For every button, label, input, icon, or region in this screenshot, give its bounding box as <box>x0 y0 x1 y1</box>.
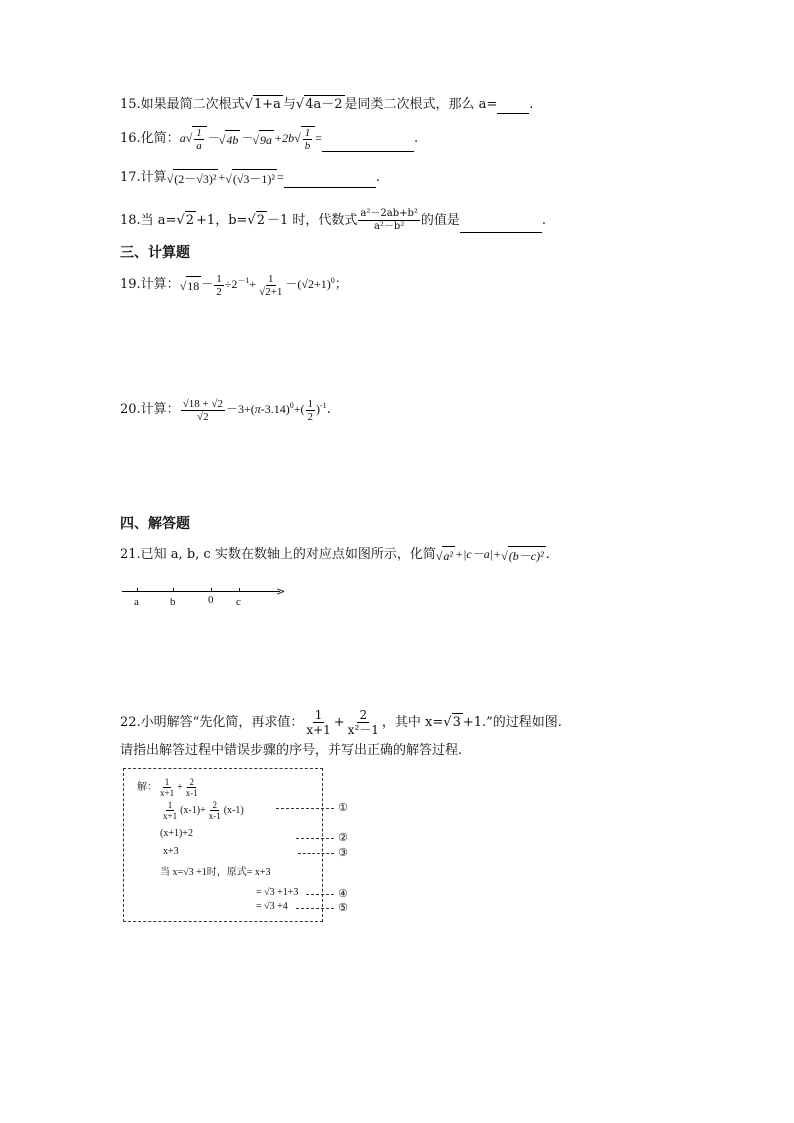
q18-fraction <box>358 208 420 233</box>
q19-expression: √18 － $\frac{1}{2}$ $\div 2^{-1}+$ $\frac{1}{√2+1}$ $-(√2+1)^0$ <box>179 272 335 298</box>
q16-end: . <box>413 130 419 146</box>
tick-c <box>239 588 240 592</box>
q21-prefix: 21.已知 a, b, c 实数在数轴上的对应点如图所示，化简 <box>120 547 436 562</box>
q20-expression: $\frac{√18 + √2}{√2}$ $-3+(\pi-3.14)^0+$( $\frac{1}{2}$ )$^{-1}$ <box>182 397 327 423</box>
q22-sqrt3: √3 <box>443 715 461 730</box>
tick-b <box>173 588 174 592</box>
question-22-line-2: 请指出解答过程中错误步骤的序号，并写出正确的解答过程. <box>120 743 463 758</box>
q15-radical-2: √4a－2 <box>295 97 343 112</box>
number-line-arrow: > <box>276 585 286 598</box>
q22-xvalue: +1.”的过程如图. <box>462 715 562 730</box>
solution-step-4: 当 x=√3 +1时，原式= x+3 <box>160 867 271 878</box>
q15-answer-blank[interactable] <box>497 99 529 114</box>
q18-sqrt-a: √2 <box>176 213 195 228</box>
q15-radicand-2: 4a－2 <box>305 97 343 112</box>
q18-sqrt-b: √2 <box>247 213 265 228</box>
q17-answer-blank[interactable] <box>284 173 376 188</box>
q16-prefix: 16.化简： <box>120 130 180 146</box>
question-16 <box>120 126 418 152</box>
q20-end: . <box>326 402 331 417</box>
question-22: 22.小明解答“先化简，再求值： $\frac{1}{x+1}$ + $\frac{2}{\text{x²－1}}$ ，其中 x=√3 +1.”的过程如图. <box>120 708 562 737</box>
solution-step-1: $\frac{1}{x+1}$ (x-1)+ $\frac{2}{x-1}$ (x-1) <box>163 800 244 821</box>
leader-1 <box>276 808 334 809</box>
q22-frac-2: $\frac{2}{\text{x²－1}}$ <box>347 708 379 737</box>
tick-a <box>137 588 138 592</box>
q15-radical-1: √1+a <box>244 97 281 112</box>
leader-3 <box>298 853 334 854</box>
marker-5: ⑤ <box>338 901 348 914</box>
q17-expression: √(2－√3)² +√(√3－1)² = <box>166 170 284 186</box>
q15-mid: 与 <box>282 97 296 112</box>
q18-answer-blank[interactable] <box>460 218 542 233</box>
solution-jie: 解： $\frac{1}{x+1}$ + $\frac{2}{x-1}$ <box>137 777 198 798</box>
q17-prefix: 17.计算 <box>120 170 167 185</box>
question-20 <box>120 397 331 423</box>
question-15 <box>120 95 533 114</box>
q18-suffix: 的值是 <box>420 213 460 228</box>
q22-mid: ，其中 x= <box>381 715 444 730</box>
q22-frac-1: $\frac{1}{x+1}$ <box>306 708 331 737</box>
q22-prefix: 22.小明解答“先化简，再求值： <box>120 715 304 730</box>
step4-prefix: 当 x= <box>160 867 184 878</box>
q15-prefix: 15.如果最简二次根式 <box>120 97 245 112</box>
q18-a-value: +1，b= <box>196 213 248 228</box>
q16-answer-blank[interactable] <box>322 137 414 152</box>
section-4-heading: 四、解答题 <box>120 516 190 532</box>
q18-prefix: 18.当 a= <box>120 213 177 228</box>
question-21 <box>120 545 550 565</box>
jie-label: 解： <box>137 781 157 793</box>
marker-2: ② <box>338 831 348 844</box>
q18-end: . <box>541 213 547 228</box>
leader-4 <box>306 894 334 895</box>
q19-prefix: 19.计算： <box>120 277 180 292</box>
marker-1: ① <box>338 801 348 814</box>
q18-denominator: a²－b² <box>373 221 405 232</box>
solution-step-6: = √3 +4 <box>256 901 288 912</box>
tick-0 <box>211 588 212 592</box>
leader-5 <box>296 908 334 909</box>
solution-step-2: (x+1)+2 <box>160 828 193 839</box>
q15-radicand-1: 1+a <box>253 97 281 112</box>
step4-mid: +1时，原式= x+3 <box>196 867 271 878</box>
q21-end: . <box>545 547 550 562</box>
q18-numerator: a²－2ab+b² <box>360 208 418 219</box>
solution-step-3: x+3 <box>163 846 179 857</box>
q15-end: . <box>529 97 534 112</box>
question-19 <box>120 272 348 298</box>
q19-end: ； <box>334 277 348 292</box>
q18-b-value: －1 时，代数式 <box>267 213 358 228</box>
q21-expression: √a² +|c－a|+√(b－c)² <box>435 547 544 563</box>
marker-3: ③ <box>338 846 348 859</box>
q16-expression: a√ $\frac{1}{a}$ －√4b －√9a +2b√ $\frac{1}{b}$ = <box>179 127 322 152</box>
question-17 <box>120 168 380 188</box>
label-a: a <box>134 596 139 608</box>
number-line-axis <box>122 591 280 592</box>
label-b: b <box>170 596 176 608</box>
marker-4: ④ <box>338 887 348 900</box>
q15-suffix: 是同类二次根式，那么 a= <box>344 97 498 112</box>
solution-step-5: = √3 +1+3 <box>256 887 299 898</box>
section-3-heading: 三、计算题 <box>120 245 190 261</box>
leader-2 <box>296 838 334 839</box>
label-0: 0 <box>208 594 214 606</box>
question-18 <box>120 208 546 233</box>
q20-prefix: 20.计算： <box>120 402 180 417</box>
label-c: c <box>236 596 241 608</box>
q17-end: . <box>375 170 380 185</box>
